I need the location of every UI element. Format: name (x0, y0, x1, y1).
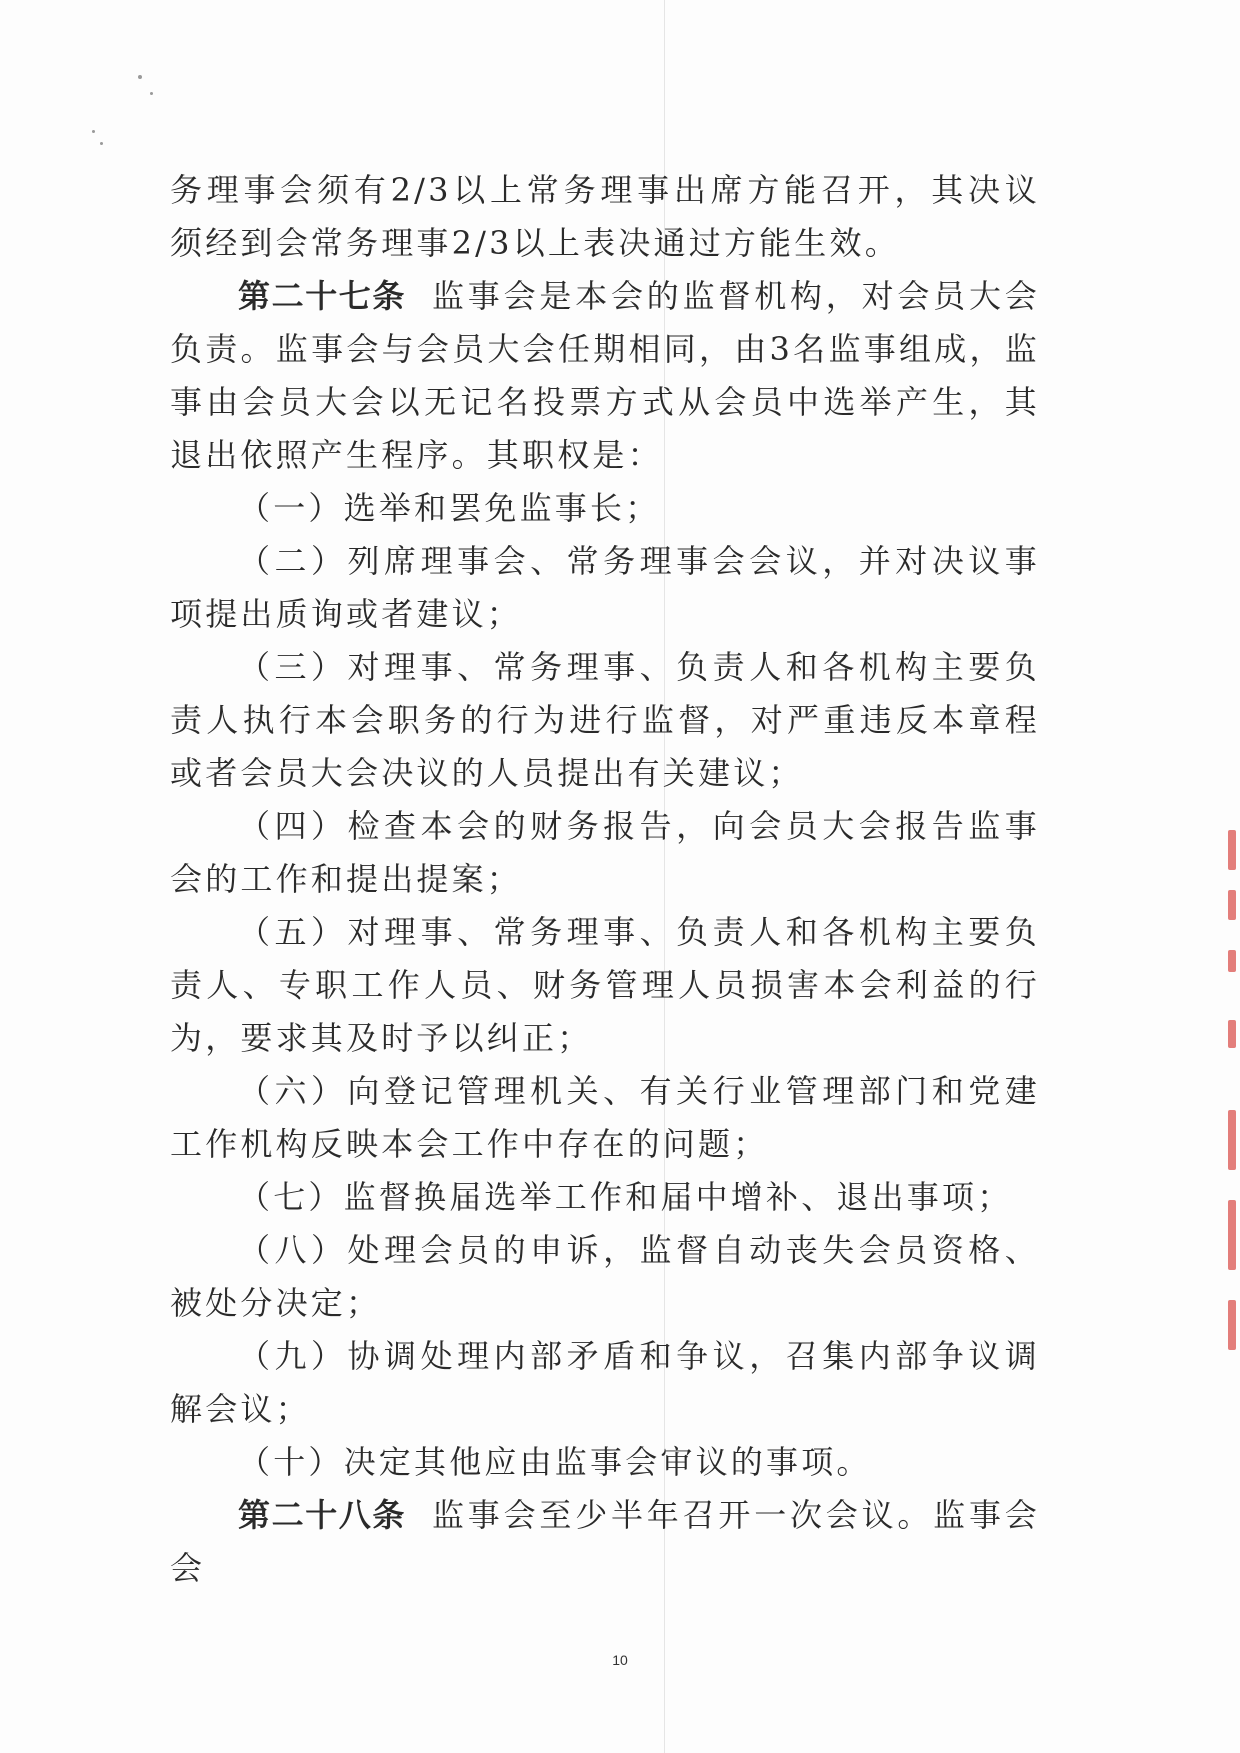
article-28 (170, 1489, 1040, 1595)
list-item-10 (170, 1436, 1040, 1489)
list-item-5 (170, 906, 1040, 1065)
scan-speck (100, 142, 103, 145)
list-item-3 (170, 641, 1040, 800)
list-item-text: （十）决定其他应由监事会审议的事项。 (238, 1443, 872, 1481)
list-item-text: （三）对理事、常务理事、负责人和各机构主要负责人执行本会职务的行为进行监督，对严重违反本章程或者会员大会决议的人员提出有关建议； (170, 648, 1040, 792)
scan-speck (150, 92, 153, 95)
list-item-text: （八）处理会员的申诉，监督自动丧失会员资格、被处分决定； (170, 1231, 1040, 1322)
list-item-1 (170, 482, 1040, 535)
article-text: 监事会至少半年召开一次会议。监事会会 (170, 1496, 1040, 1587)
article-heading: 第二十七条 (238, 277, 406, 315)
list-item-8 (170, 1224, 1040, 1330)
paragraph-continuation (170, 164, 1040, 270)
list-item-7 (170, 1171, 1040, 1224)
list-item-9 (170, 1330, 1040, 1436)
list-item-text: （七）监督换届选举工作和届中增补、退出事项； (238, 1178, 1013, 1216)
scan-speck (138, 75, 142, 79)
article-27 (170, 270, 1040, 482)
article-heading: 第二十八条 (238, 1496, 406, 1534)
list-item-text: （六）向登记管理机关、有关行业管理部门和党建工作机构反映本会工作中存在的问题； (170, 1072, 1040, 1163)
list-item-6 (170, 1065, 1040, 1171)
paragraph-text: 务理事会须有2/3以上常务理事出席方能召开，其决议须经到会常务理事2/3以上表决通过方能生效。 (170, 171, 1040, 262)
red-stamp-edge (1226, 830, 1240, 1370)
list-item-2 (170, 535, 1040, 641)
list-item-text: （二）列席理事会、常务理事会会议，并对决议事项提出质询或者建议； (170, 542, 1040, 633)
list-item-text: （四）检查本会的财务报告，向会员大会报告监事会的工作和提出提案； (170, 807, 1040, 898)
list-item-text: （五）对理事、常务理事、负责人和各机构主要负责人、专职工作人员、财务管理人员损害本会利益的行为，要求其及时予以纠正； (170, 913, 1040, 1057)
page-number: 10 (612, 1652, 628, 1668)
body-text (170, 164, 1040, 1595)
article-text: 监事会是本会的监督机构，对会员大会负责。监事会与会员大会任期相同，由3名监事组成，监事由会员大会以无记名投票方式从会员中选举产生，其退出依照产生程序。其职权是： (170, 277, 1040, 474)
list-item-text: （一）选举和罢免监事长； (238, 489, 661, 527)
scan-speck (92, 130, 95, 133)
list-item-4 (170, 800, 1040, 906)
list-item-text: （九）协调处理内部矛盾和争议，召集内部争议调解会议； (170, 1337, 1040, 1428)
